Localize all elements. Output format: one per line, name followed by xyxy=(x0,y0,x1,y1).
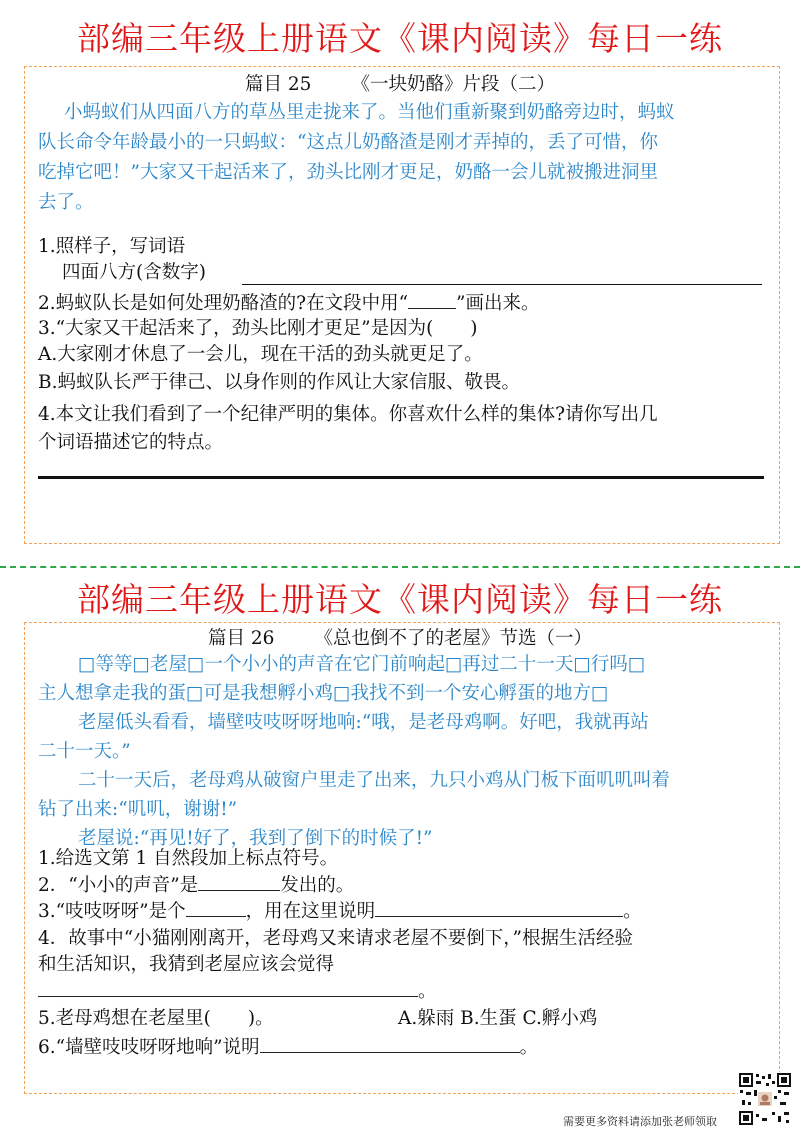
answer-blank-3b[interactable] xyxy=(375,898,623,917)
question-4-cont: 和生活知识，我猜到老屋应该会觉得 xyxy=(38,954,335,975)
question-2-text: 2.蚂蚁队长是如何处理奶酪渣的?在文段中用“ xyxy=(38,293,409,314)
question-1-example: 四面八方(含数字) xyxy=(62,262,206,283)
answer-blank-2[interactable] xyxy=(198,872,280,891)
question-3-text-end: 。 xyxy=(623,901,642,922)
question-2-text-end: 发出的。 xyxy=(280,875,355,896)
question-2-text: 2．“小小的声音”是 xyxy=(38,875,199,896)
page-title: 部编三年级上册语文《课内阅读》每日一练 xyxy=(77,19,723,58)
answer-line-1[interactable] xyxy=(242,284,762,285)
question-2 xyxy=(38,872,354,899)
passage-line: 队长命令年龄最小的一只蚂蚁：“这点儿奶酪渣是刚才弄掉的，丢了可惜，你 xyxy=(38,132,658,153)
section-subtitle xyxy=(0,73,800,97)
question-3-option-b: B.蚂蚁队长严于律己、以身作则的作风让大家信服、敬畏。 xyxy=(38,372,520,393)
question-4-cont: 个词语描述它的特点。 xyxy=(38,432,224,453)
passage-line: 去了。 xyxy=(38,192,94,213)
answer-blank-6[interactable] xyxy=(260,1034,520,1053)
passage-line: 二十一天后，老母鸡从破窗户里走了出来，九只小鸡从门板下面叽叽叫着 xyxy=(78,770,671,791)
reading-passage xyxy=(38,650,783,853)
page-title-2: 部编三年级上册语文《课内阅读》每日一练 xyxy=(77,580,723,619)
passage-line: 老屋低头看看，墙壁吱吱呀呀地响:“哦，是老母鸡啊。好吧，我就再站 xyxy=(78,712,649,733)
passage-line: 二十一天。” xyxy=(38,741,131,762)
question-4-end: 。 xyxy=(418,981,437,1002)
question-4-answer xyxy=(38,978,437,1005)
question-6-text: 6.“墙壁吱吱呀呀地响”说明 xyxy=(38,1037,260,1058)
section-number: 篇目 25 xyxy=(245,74,312,95)
question-1: 1.给选文第 1 自然段加上标点符号。 xyxy=(38,848,339,869)
question-6 xyxy=(38,1034,538,1061)
question-5-options: A.躲雨 B.生蛋 C.孵小鸡 xyxy=(398,1008,598,1029)
question-3-text: 3.“吱吱呀呀”是个 xyxy=(38,901,186,922)
underline-mark xyxy=(408,290,456,309)
question-6-end: 。 xyxy=(519,1037,539,1058)
section-title: 《一块奶酪》片段（二） xyxy=(351,74,555,95)
section-title: 《总也倒不了的老屋》节选（一） xyxy=(314,628,592,649)
passage-line: □等等□老屋□一个小小的声音在它门前响起□再过二十一天□行吗□ xyxy=(78,654,646,675)
question-1: 1.照样子，写词语 xyxy=(38,236,186,257)
passage-line: 吃掉它吧！”大家又干起活来了，劲头比刚才更足，奶酪一会儿就被搬进洞里 xyxy=(38,162,658,183)
qr-code-icon xyxy=(738,1072,792,1126)
section-subtitle xyxy=(0,627,800,651)
question-3 xyxy=(38,898,642,925)
question-3-text-mid: ，用在这里说明 xyxy=(245,901,376,922)
footer-note: 需要更多资料请添加张老师领取 xyxy=(563,1115,717,1128)
section-number: 篇目 26 xyxy=(208,628,275,649)
passage-line: 老屋说:“再见!好了，我到了倒下的时候了!” xyxy=(78,828,433,849)
question-2-text-end: ”画出来。 xyxy=(456,293,540,314)
question-3-option-a: A.大家刚才休息了一会儿，现在干活的劲头就更足了。 xyxy=(38,344,483,365)
question-4: 4．故事中“小猫刚刚离开，老母鸡又来请求老屋不要倒下，”根据生活经验 xyxy=(38,928,633,949)
question-5: 5.老母鸡想在老屋里( )。 xyxy=(38,1008,274,1029)
section-divider xyxy=(0,566,800,568)
question-3: 3.“大家又干起活来了，劲头比刚才更足”是因为( ) xyxy=(38,318,478,339)
passage-line: 钻了出来:“叽叽，谢谢!” xyxy=(38,799,238,820)
answer-line-4[interactable] xyxy=(38,476,764,479)
reading-passage xyxy=(38,98,778,218)
passage-line: 小蚂蚁们从四面八方的草丛里走拢来了。当他们重新聚到奶酪旁边时，蚂蚁 xyxy=(64,102,675,123)
passage-line: 主人想拿走我的蛋□可是我想孵小鸡□我找不到一个安心孵蛋的地方□ xyxy=(38,683,609,704)
answer-blank-3a[interactable] xyxy=(186,898,246,917)
answer-blank-4[interactable] xyxy=(38,978,418,997)
question-4: 4.本文让我们看到了一个纪律严明的集体。你喜欢什么样的集体?请你写出几 xyxy=(38,404,658,425)
question-2 xyxy=(38,290,540,317)
